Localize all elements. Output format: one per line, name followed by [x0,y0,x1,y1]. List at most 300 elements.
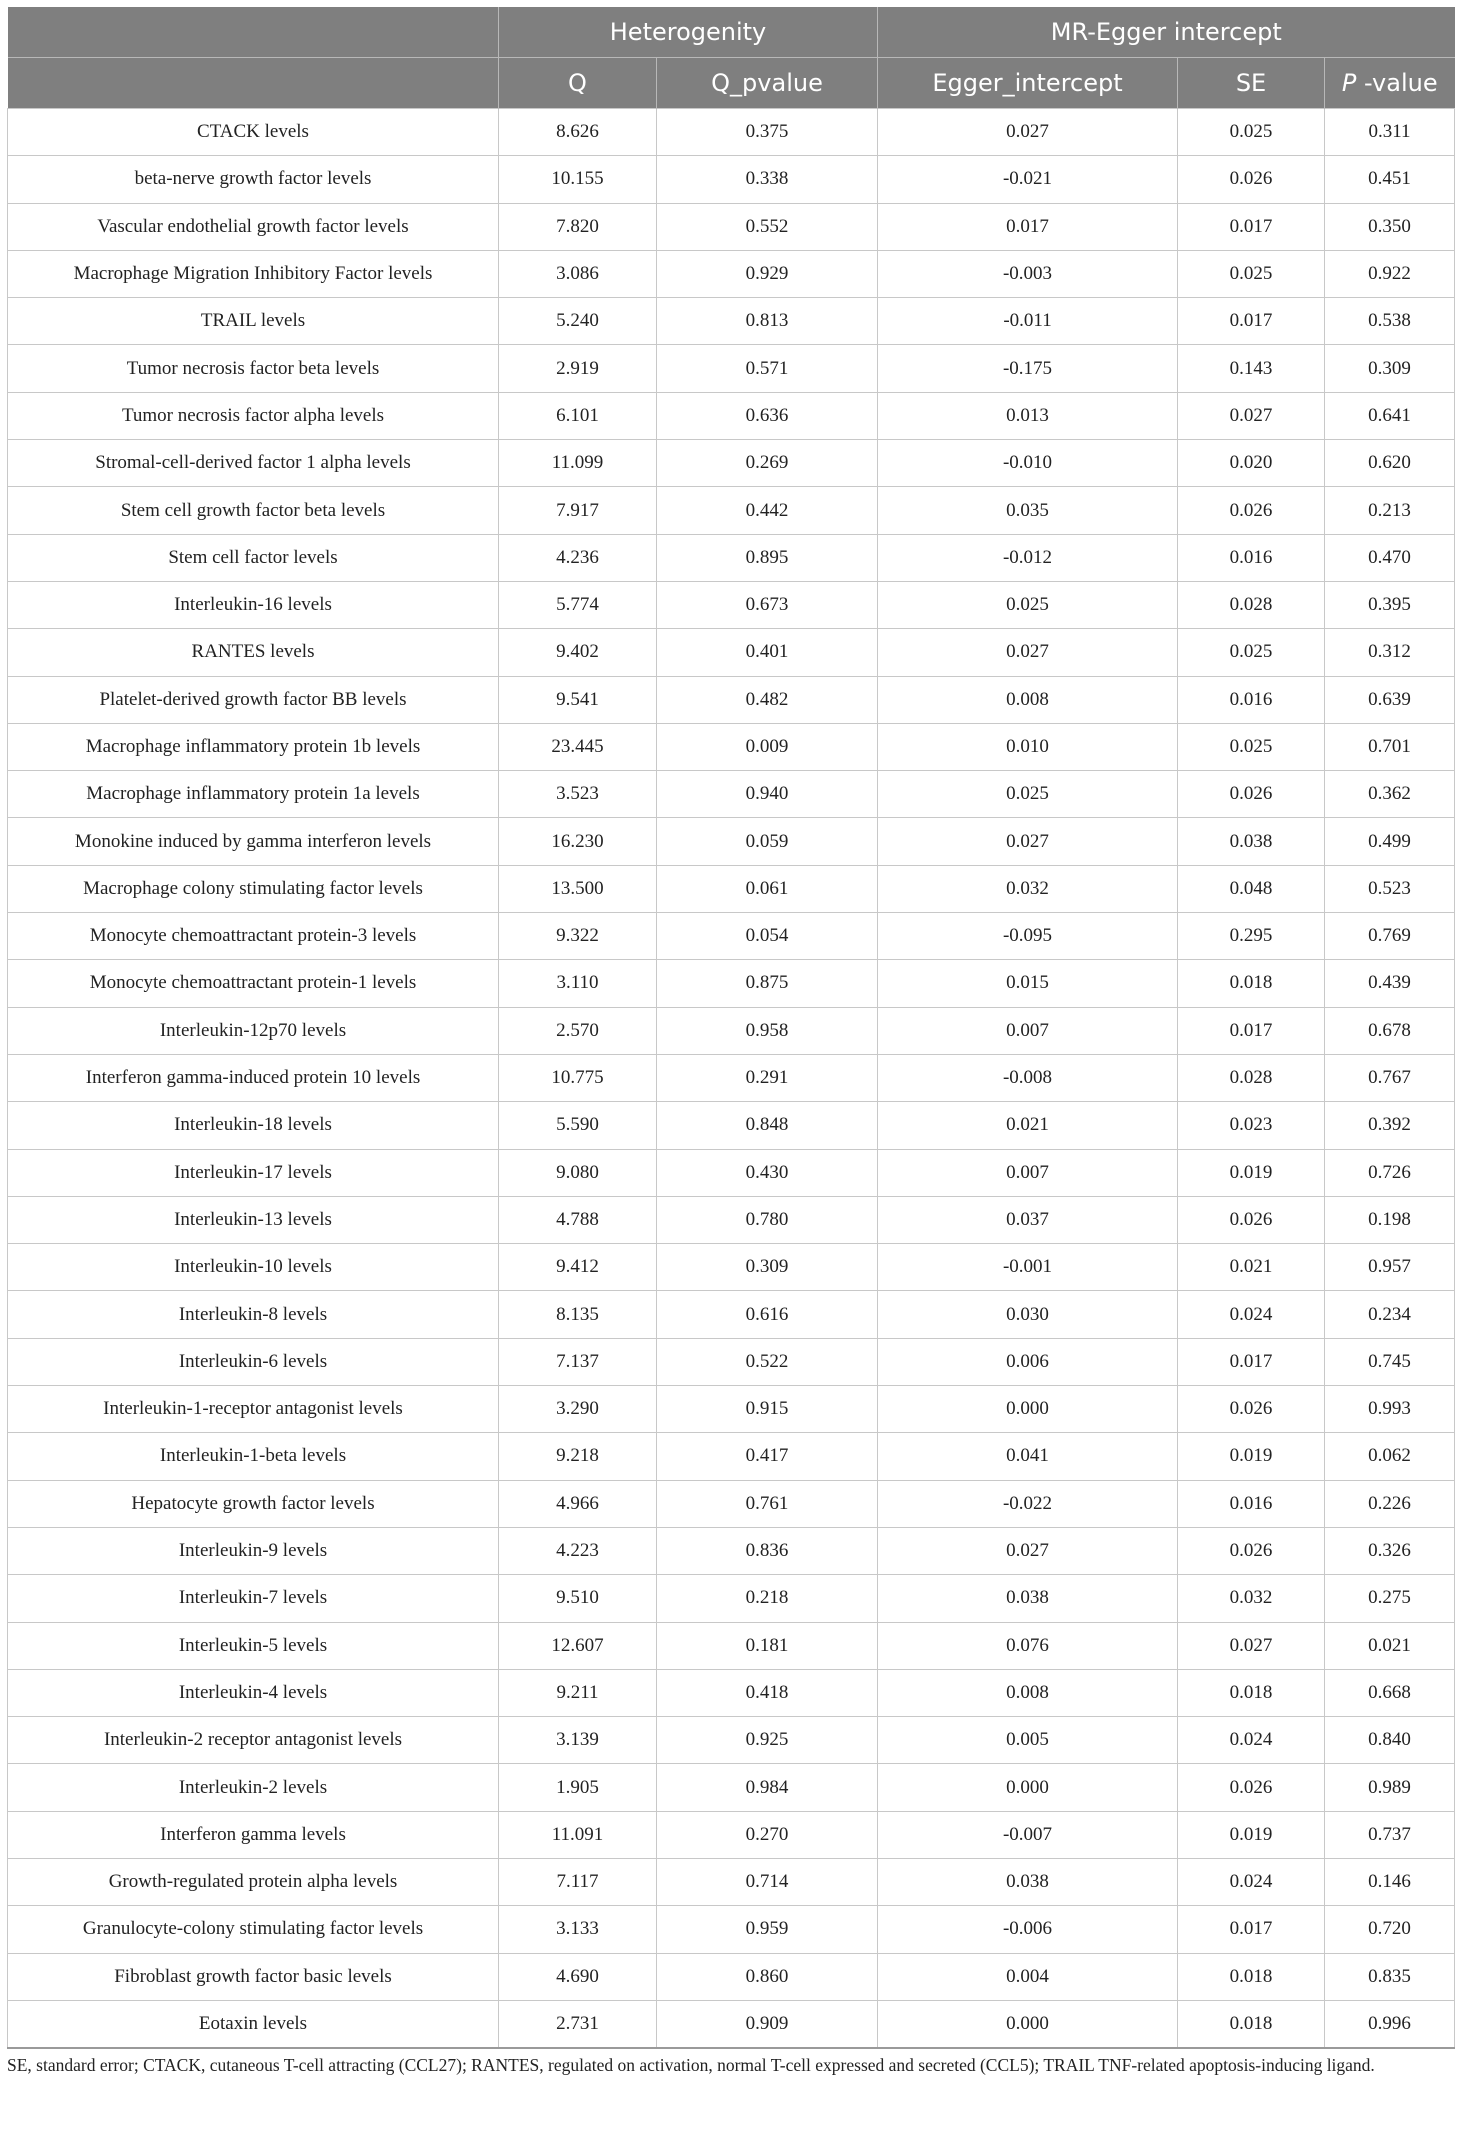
cell-row-label: Interleukin-17 levels [8,1149,499,1196]
cell-se-value: 0.026 [1178,771,1325,818]
cell-q-value: 13.500 [499,865,657,912]
cell-q-pvalue: 0.571 [657,345,878,392]
cell-se-value: 0.025 [1178,250,1325,297]
cell-q-pvalue: 0.616 [657,1291,878,1338]
cell-egger-intercept: 0.006 [878,1338,1178,1385]
cell-q-pvalue: 0.418 [657,1669,878,1716]
cell-q-pvalue: 0.984 [657,1764,878,1811]
cell-q-value: 9.218 [499,1433,657,1480]
cell-row-label: Interleukin-12p70 levels [8,1007,499,1054]
table-row [8,534,1455,581]
table-row [8,1527,1455,1574]
cell-egger-intercept: 0.032 [878,865,1178,912]
cell-p-value: 0.275 [1325,1575,1455,1622]
table-row [8,1338,1455,1385]
cell-se-value: 0.026 [1178,1527,1325,1574]
cell-q-value: 8.135 [499,1291,657,1338]
cell-se-value: 0.017 [1178,1007,1325,1054]
cell-egger-intercept: 0.017 [878,203,1178,250]
cell-q-pvalue: 0.895 [657,534,878,581]
table-row [8,1291,1455,1338]
cell-q-value: 7.917 [499,487,657,534]
cell-se-value: 0.017 [1178,298,1325,345]
cell-q-pvalue: 0.673 [657,581,878,628]
cell-p-value: 0.439 [1325,960,1455,1007]
cell-row-label: Interleukin-8 levels [8,1291,499,1338]
cell-row-label: Macrophage colony stimulating factor levels [8,865,499,912]
cell-row-label: Interferon gamma-induced protein 10 levels [8,1054,499,1101]
cell-se-value: 0.026 [1178,1196,1325,1243]
cell-p-value: 0.641 [1325,392,1455,439]
cell-q-value: 4.236 [499,534,657,581]
table-row [8,1433,1455,1480]
header-col-p-value [1325,58,1455,109]
cell-q-value: 2.570 [499,1007,657,1054]
cell-q-value: 2.731 [499,2000,657,2047]
cell-se-value: 0.019 [1178,1811,1325,1858]
cell-egger-intercept: 0.007 [878,1149,1178,1196]
cell-row-label: Interleukin-1-beta levels [8,1433,499,1480]
cell-se-value: 0.019 [1178,1149,1325,1196]
cell-egger-intercept: 0.000 [878,2000,1178,2047]
cell-p-value: 0.362 [1325,771,1455,818]
table-row [8,676,1455,723]
cell-egger-intercept: -0.010 [878,440,1178,487]
table-footnote: SE, standard error; CTACK, cutaneous T-cell attracting (CCL27); RANTES, regulated on activation, normal T-cell expressed and secreted (CCL5); TRAIL TNF-related apoptosis-inducing ligand. [7,2054,1375,2075]
cell-egger-intercept: 0.027 [878,818,1178,865]
cell-row-label: Growth-regulated protein alpha levels [8,1858,499,1905]
table-row [8,156,1455,203]
cell-p-value: 0.767 [1325,1054,1455,1101]
cell-q-pvalue: 0.059 [657,818,878,865]
table-row [8,1858,1455,1905]
cell-q-pvalue: 0.813 [657,298,878,345]
cell-egger-intercept: 0.008 [878,676,1178,723]
cell-q-value: 4.966 [499,1480,657,1527]
cell-q-value: 7.117 [499,1858,657,1905]
cell-q-pvalue: 0.417 [657,1433,878,1480]
table-header [8,7,1455,109]
cell-q-value: 5.590 [499,1102,657,1149]
cell-row-label: Interleukin-13 levels [8,1196,499,1243]
table-row [8,1811,1455,1858]
cell-egger-intercept: 0.007 [878,1007,1178,1054]
cell-p-value: 0.021 [1325,1622,1455,1669]
cell-se-value: 0.026 [1178,156,1325,203]
table-row [8,1669,1455,1716]
cell-egger-intercept: 0.000 [878,1764,1178,1811]
cell-se-value: 0.143 [1178,345,1325,392]
cell-row-label: Stem cell growth factor beta levels [8,487,499,534]
cell-q-pvalue: 0.269 [657,440,878,487]
cell-q-value: 1.905 [499,1764,657,1811]
cell-se-value: 0.025 [1178,109,1325,156]
cell-egger-intercept: 0.021 [878,1102,1178,1149]
cell-se-value: 0.027 [1178,392,1325,439]
cell-egger-intercept: 0.013 [878,392,1178,439]
cell-q-pvalue: 0.959 [657,1906,878,1953]
cell-se-value: 0.017 [1178,1338,1325,1385]
table-row [8,1622,1455,1669]
cell-p-value: 0.769 [1325,913,1455,960]
cell-q-pvalue: 0.218 [657,1575,878,1622]
cell-q-pvalue: 0.552 [657,203,878,250]
cell-egger-intercept: -0.007 [878,1811,1178,1858]
cell-se-value: 0.025 [1178,723,1325,770]
cell-q-pvalue: 0.929 [657,250,878,297]
cell-p-value: 0.499 [1325,818,1455,865]
cell-q-pvalue: 0.636 [657,392,878,439]
cell-se-value: 0.016 [1178,534,1325,581]
header-p-rest: -value [1356,69,1438,97]
cell-p-value: 0.312 [1325,629,1455,676]
cell-row-label: Stem cell factor levels [8,534,499,581]
cell-egger-intercept: -0.008 [878,1054,1178,1101]
table-row [8,203,1455,250]
cell-q-value: 4.223 [499,1527,657,1574]
cell-q-value: 9.402 [499,629,657,676]
header-col-q: Q [499,58,657,109]
cell-row-label: Interleukin-1-receptor antagonist levels [8,1386,499,1433]
cell-q-value: 3.133 [499,1906,657,1953]
cell-row-label: Interleukin-4 levels [8,1669,499,1716]
header-p-italic: P [1341,69,1357,97]
cell-se-value: 0.024 [1178,1858,1325,1905]
cell-row-label: Interleukin-5 levels [8,1622,499,1669]
cell-se-value: 0.027 [1178,1622,1325,1669]
table-row [8,1480,1455,1527]
cell-egger-intercept: 0.037 [878,1196,1178,1243]
cell-p-value: 0.922 [1325,250,1455,297]
cell-p-value: 0.957 [1325,1244,1455,1291]
cell-q-value: 7.137 [499,1338,657,1385]
cell-q-value: 8.626 [499,109,657,156]
table-row [8,1244,1455,1291]
cell-q-pvalue: 0.309 [657,1244,878,1291]
cell-se-value: 0.028 [1178,1054,1325,1101]
cell-p-value: 0.639 [1325,676,1455,723]
table-row [8,109,1455,156]
cell-q-value: 6.101 [499,392,657,439]
cell-p-value: 0.451 [1325,156,1455,203]
cell-q-pvalue: 0.940 [657,771,878,818]
cell-row-label: Interleukin-18 levels [8,1102,499,1149]
table-row [8,818,1455,865]
cell-q-pvalue: 0.780 [657,1196,878,1243]
cell-q-value: 9.412 [499,1244,657,1291]
cell-egger-intercept: -0.006 [878,1906,1178,1953]
cell-se-value: 0.018 [1178,1953,1325,2000]
table-row [8,960,1455,1007]
cell-egger-intercept: 0.015 [878,960,1178,1007]
cell-p-value: 0.226 [1325,1480,1455,1527]
table-body [8,109,1455,2048]
cell-row-label: Interleukin-2 receptor antagonist levels [8,1717,499,1764]
cell-row-label: Granulocyte-colony stimulating factor levels [8,1906,499,1953]
cell-q-value: 16.230 [499,818,657,865]
table-row [8,392,1455,439]
cell-row-label: Tumor necrosis factor beta levels [8,345,499,392]
cell-q-pvalue: 0.291 [657,1054,878,1101]
cell-q-pvalue: 0.270 [657,1811,878,1858]
header-blank-cell-2 [8,58,499,109]
table-row [8,581,1455,628]
cell-row-label: Interferon gamma levels [8,1811,499,1858]
cell-q-value: 7.820 [499,203,657,250]
cell-p-value: 0.234 [1325,1291,1455,1338]
header-group-mr-egger: MR-Egger intercept [878,7,1455,58]
table-row [8,865,1455,912]
cell-p-value: 0.620 [1325,440,1455,487]
cell-q-value: 3.523 [499,771,657,818]
cell-se-value: 0.018 [1178,960,1325,1007]
table-row [8,629,1455,676]
cell-row-label: Stromal-cell-derived factor 1 alpha levels [8,440,499,487]
table-row [8,298,1455,345]
cell-p-value: 0.309 [1325,345,1455,392]
cell-se-value: 0.020 [1178,440,1325,487]
results-table-container [7,7,1454,2076]
cell-se-value: 0.017 [1178,203,1325,250]
table-row [8,1149,1455,1196]
cell-egger-intercept: 0.008 [878,1669,1178,1716]
cell-p-value: 0.395 [1325,581,1455,628]
cell-egger-intercept: 0.041 [878,1433,1178,1480]
cell-q-pvalue: 0.522 [657,1338,878,1385]
cell-q-value: 3.290 [499,1386,657,1433]
cell-p-value: 0.678 [1325,1007,1455,1054]
table-row [8,913,1455,960]
cell-se-value: 0.028 [1178,581,1325,628]
cell-egger-intercept: 0.027 [878,1527,1178,1574]
cell-se-value: 0.017 [1178,1906,1325,1953]
table-row [8,1764,1455,1811]
cell-egger-intercept: 0.027 [878,629,1178,676]
cell-q-value: 9.322 [499,913,657,960]
cell-q-pvalue: 0.761 [657,1480,878,1527]
cell-se-value: 0.016 [1178,676,1325,723]
cell-p-value: 0.835 [1325,1953,1455,2000]
table-row [8,440,1455,487]
cell-q-pvalue: 0.836 [657,1527,878,1574]
table-row [8,1575,1455,1622]
cell-row-label: Vascular endothelial growth factor levels [8,203,499,250]
cell-egger-intercept: 0.010 [878,723,1178,770]
cell-q-pvalue: 0.925 [657,1717,878,1764]
cell-egger-intercept: -0.011 [878,298,1178,345]
cell-se-value: 0.021 [1178,1244,1325,1291]
cell-q-pvalue: 0.430 [657,1149,878,1196]
header-col-egger-intercept: Egger_intercept [878,58,1178,109]
cell-q-value: 9.211 [499,1669,657,1716]
cell-q-pvalue: 0.181 [657,1622,878,1669]
cell-p-value: 0.720 [1325,1906,1455,1953]
table-row [8,1906,1455,1953]
cell-q-value: 5.774 [499,581,657,628]
cell-p-value: 0.745 [1325,1338,1455,1385]
cell-q-pvalue: 0.061 [657,865,878,912]
cell-se-value: 0.026 [1178,487,1325,534]
cell-egger-intercept: 0.005 [878,1717,1178,1764]
cell-q-pvalue: 0.909 [657,2000,878,2047]
cell-p-value: 0.840 [1325,1717,1455,1764]
table-row [8,250,1455,297]
table-row [8,1007,1455,1054]
cell-p-value: 0.701 [1325,723,1455,770]
cell-egger-intercept: 0.004 [878,1953,1178,2000]
cell-p-value: 0.392 [1325,1102,1455,1149]
cell-p-value: 0.311 [1325,109,1455,156]
mr-egger-heterogeneity-table [7,7,1455,2049]
cell-q-value: 23.445 [499,723,657,770]
cell-egger-intercept: 0.035 [878,487,1178,534]
cell-p-value: 0.996 [1325,2000,1455,2047]
cell-q-pvalue: 0.054 [657,913,878,960]
cell-se-value: 0.019 [1178,1433,1325,1480]
cell-se-value: 0.024 [1178,1291,1325,1338]
cell-q-pvalue: 0.714 [657,1858,878,1905]
cell-q-value: 11.091 [499,1811,657,1858]
cell-row-label: Hepatocyte growth factor levels [8,1480,499,1527]
cell-egger-intercept: -0.021 [878,156,1178,203]
cell-row-label: Macrophage inflammatory protein 1b levels [8,723,499,770]
cell-egger-intercept: -0.095 [878,913,1178,960]
cell-p-value: 0.350 [1325,203,1455,250]
cell-q-pvalue: 0.860 [657,1953,878,2000]
cell-row-label: Fibroblast growth factor basic levels [8,1953,499,2000]
cell-row-label: Interleukin-6 levels [8,1338,499,1385]
cell-q-pvalue: 0.482 [657,676,878,723]
table-row [8,487,1455,534]
cell-se-value: 0.023 [1178,1102,1325,1149]
cell-row-label: Interleukin-10 levels [8,1244,499,1291]
cell-se-value: 0.018 [1178,2000,1325,2047]
cell-q-pvalue: 0.915 [657,1386,878,1433]
cell-egger-intercept: -0.175 [878,345,1178,392]
cell-se-value: 0.025 [1178,629,1325,676]
cell-se-value: 0.026 [1178,1764,1325,1811]
cell-egger-intercept: 0.076 [878,1622,1178,1669]
cell-row-label: beta-nerve growth factor levels [8,156,499,203]
cell-q-value: 9.541 [499,676,657,723]
table-row [8,723,1455,770]
cell-egger-intercept: 0.025 [878,581,1178,628]
table-row [8,1054,1455,1101]
cell-row-label: Interleukin-7 levels [8,1575,499,1622]
cell-q-value: 4.788 [499,1196,657,1243]
cell-p-value: 0.726 [1325,1149,1455,1196]
table-row [8,345,1455,392]
cell-row-label: Interleukin-9 levels [8,1527,499,1574]
cell-row-label: Macrophage inflammatory protein 1a levels [8,771,499,818]
cell-row-label: Eotaxin levels [8,2000,499,2047]
cell-se-value: 0.038 [1178,818,1325,865]
cell-q-value: 10.775 [499,1054,657,1101]
cell-p-value: 0.989 [1325,1764,1455,1811]
cell-q-pvalue: 0.848 [657,1102,878,1149]
cell-se-value: 0.018 [1178,1669,1325,1716]
header-col-se: SE [1178,58,1325,109]
cell-egger-intercept: 0.030 [878,1291,1178,1338]
header-group-heterogeneity: Heterogenity [499,7,878,58]
cell-q-pvalue: 0.958 [657,1007,878,1054]
cell-p-value: 0.993 [1325,1386,1455,1433]
cell-q-value: 9.510 [499,1575,657,1622]
cell-p-value: 0.523 [1325,865,1455,912]
cell-row-label: Interleukin-2 levels [8,1764,499,1811]
header-col-q-pvalue: Q_pvalue [657,58,878,109]
cell-q-value: 10.155 [499,156,657,203]
cell-q-value: 4.690 [499,1953,657,2000]
cell-q-pvalue: 0.875 [657,960,878,1007]
cell-egger-intercept: 0.027 [878,109,1178,156]
cell-row-label: Platelet-derived growth factor BB levels [8,676,499,723]
cell-q-pvalue: 0.338 [657,156,878,203]
cell-q-pvalue: 0.009 [657,723,878,770]
header-blank-cell [8,7,499,58]
cell-row-label: Monocyte chemoattractant protein-3 levels [8,913,499,960]
cell-egger-intercept: 0.038 [878,1575,1178,1622]
cell-p-value: 0.326 [1325,1527,1455,1574]
table-row [8,2000,1455,2047]
table-row [8,1102,1455,1149]
table-row [8,1196,1455,1243]
cell-row-label: TRAIL levels [8,298,499,345]
cell-se-value: 0.295 [1178,913,1325,960]
cell-row-label: CTACK levels [8,109,499,156]
cell-egger-intercept: -0.003 [878,250,1178,297]
cell-egger-intercept: 0.025 [878,771,1178,818]
cell-q-value: 9.080 [499,1149,657,1196]
cell-row-label: Monocyte chemoattractant protein-1 levels [8,960,499,1007]
cell-q-pvalue: 0.442 [657,487,878,534]
cell-se-value: 0.024 [1178,1717,1325,1764]
cell-q-value: 3.086 [499,250,657,297]
cell-p-value: 0.146 [1325,1858,1455,1905]
cell-p-value: 0.470 [1325,534,1455,581]
cell-row-label: Macrophage Migration Inhibitory Factor levels [8,250,499,297]
cell-egger-intercept: 0.000 [878,1386,1178,1433]
cell-p-value: 0.737 [1325,1811,1455,1858]
table-row [8,1953,1455,2000]
cell-se-value: 0.032 [1178,1575,1325,1622]
cell-q-value: 3.110 [499,960,657,1007]
cell-se-value: 0.048 [1178,865,1325,912]
cell-se-value: 0.016 [1178,1480,1325,1527]
cell-q-pvalue: 0.401 [657,629,878,676]
cell-row-label: Tumor necrosis factor alpha levels [8,392,499,439]
cell-p-value: 0.668 [1325,1669,1455,1716]
cell-egger-intercept: -0.012 [878,534,1178,581]
cell-q-value: 2.919 [499,345,657,392]
cell-row-label: Monokine induced by gamma interferon levels [8,818,499,865]
cell-p-value: 0.062 [1325,1433,1455,1480]
cell-egger-intercept: 0.038 [878,1858,1178,1905]
table-row [8,771,1455,818]
cell-se-value: 0.026 [1178,1386,1325,1433]
cell-row-label: Interleukin-16 levels [8,581,499,628]
cell-q-value: 5.240 [499,298,657,345]
cell-egger-intercept: -0.001 [878,1244,1178,1291]
cell-p-value: 0.198 [1325,1196,1455,1243]
cell-p-value: 0.538 [1325,298,1455,345]
table-row [8,1717,1455,1764]
cell-egger-intercept: -0.022 [878,1480,1178,1527]
cell-row-label: RANTES levels [8,629,499,676]
cell-q-pvalue: 0.375 [657,109,878,156]
cell-q-value: 12.607 [499,1622,657,1669]
table-row [8,1386,1455,1433]
